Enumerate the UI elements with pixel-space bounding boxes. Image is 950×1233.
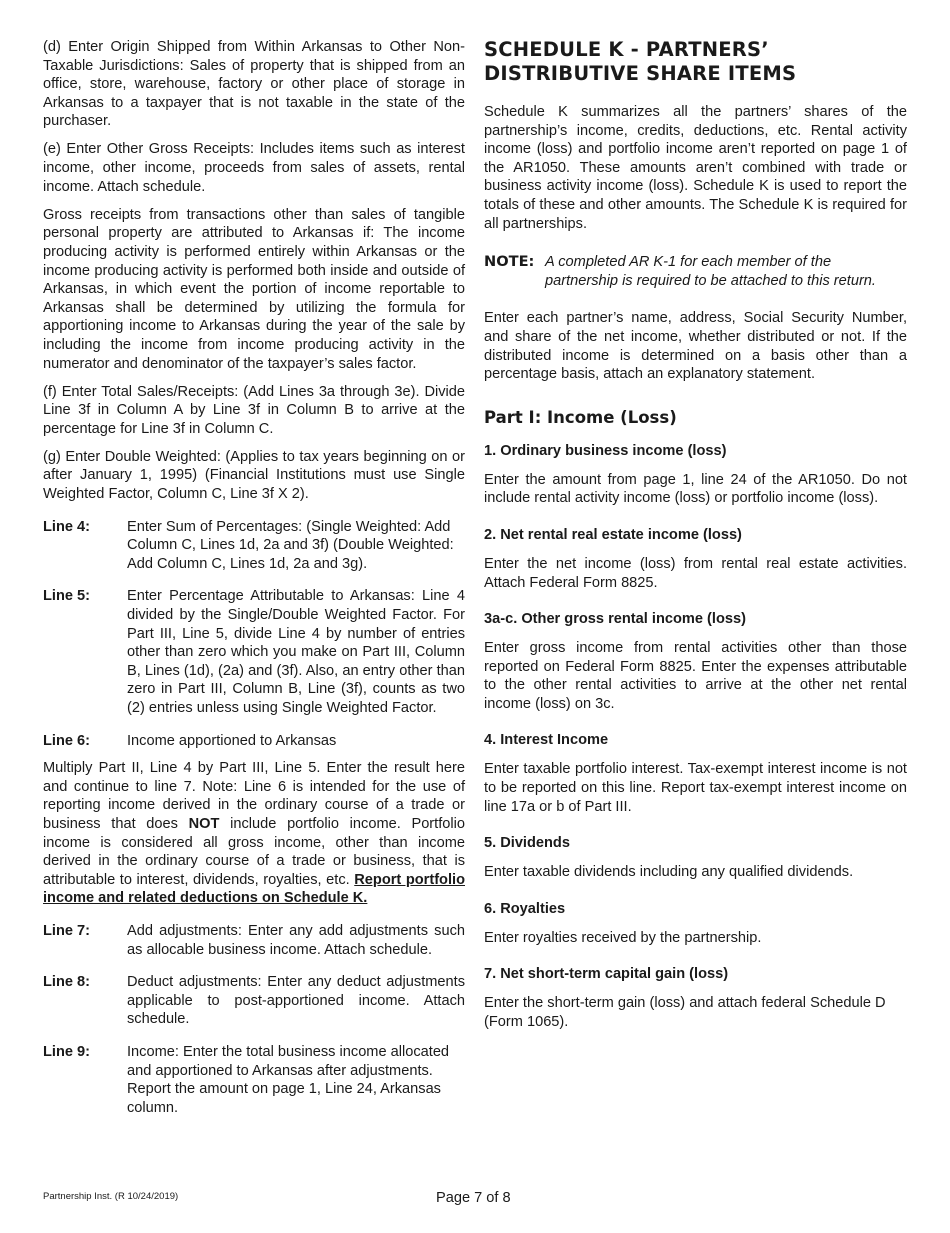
section-1 (484, 443, 907, 508)
section-heading: 3a-c. Other gross rental income (loss) (484, 611, 746, 628)
line-6-label: Line 6: (43, 732, 91, 749)
line-9-label: Line 9: (43, 1043, 91, 1060)
note-text: A completed AR K-1 for each member of the partnership is required to be attached to this return. (545, 254, 876, 289)
line-4 (43, 518, 465, 574)
paragraph-d: (d) Enter Origin Shipped from Within Arkansas to Other Non-Taxable Jurisdictions: Sales of property that is shipped from an office, store, warehouse, factory or other place of storage in Arkansas to a taxpayer that is not taxable in the state of the purchaser. (43, 39, 465, 130)
line-7-text: Add adjustments: Enter any add adjustments such as allocable business income. Attach schedule. (127, 922, 465, 958)
paragraph-e: (e) Enter Other Gross Receipts: Includes items such as interest income, other income, proceeds from sales of assets, rental income. Attach schedule. (43, 141, 465, 195)
section-text: Enter the short-term gain (loss) and attach federal Schedule D (Form 1065). (484, 995, 886, 1031)
section-heading: 5. Dividends (484, 835, 570, 852)
multiply-text-2: include portfolio income. Portfolio income is considered all gross income, other than income derived in the ordinary course of a trade or business, that is attributable to interest, dividends, royalties, etc. (43, 815, 465, 888)
section-heading: 1. Ordinary business income (loss) (484, 442, 727, 459)
section-heading: 7. Net short-term capital gain (loss) (484, 966, 729, 983)
line-9 (43, 1043, 465, 1117)
multiply-text-1: Multiply Part II, Line 4 by Part III, Line 5. Enter the result here and continue to line 7. Note: Line 6 is intended for the use of reporting income derived in the ordinary course of a trade or business that does (43, 760, 465, 832)
section-text: Enter the amount from page 1, line 24 of the AR1050. Do not include rental activity income (loss) or portfolio income (loss). (484, 471, 907, 507)
line-4-text: Enter Sum of Percentages: (Single Weighted: Add Column C, Lines 1d, 2a and 3f) (Double Weighted: Add Column C, Lines 1d, 2a and 3g). (127, 518, 454, 572)
line-5 (43, 587, 465, 717)
line-5-text: Enter Percentage Attributable to Arkansas: Line 4 divided by the Single/Double Weighted Factor. For Part III, Line 5, divide Line 4 by number of entries other than zero which you make on Part III, Column B, Lines (1d), (2a) and (3f). Also, an entry other than zero in Part III, Column B, Line (3f), counts as two (2) entries unless using Single Weighted Factor. (127, 588, 465, 716)
section-5 (484, 835, 907, 882)
paragraph-g: (g) Enter Double Weighted: (Applies to tax years beginning on or after January 1, 1995) (Financial Institutions must use Single Weighted Factor, Column C, Line 3f X 2). (43, 448, 465, 503)
line-4-label: Line 4: (43, 518, 91, 535)
multiply-underlined-note: Report portfolio income and related deductions on Schedule K. (43, 871, 465, 907)
section-text: Enter taxable portfolio interest. Tax-exempt interest income is not to be reported on this line. Report tax-exempt interest income on line 17a or b of Part III. (484, 761, 907, 815)
line-8-text: Deduct adjustments: Enter any deduct adjustments applicable to post-apportioned income. Attach schedule. (127, 974, 465, 1028)
multiply-not-emphasis: NOT (188, 815, 220, 832)
paragraph-gross-receipts: Gross receipts from transactions other than sales of tangible personal property are attributed to Arkansas if: The income producing activity is performed entirely within Arkansas or the income producing activity is performed both inside and outside of Arkansas, in which event the portion of income reportable to Arkansas shall be determined by utilizing the formula for apportioning income to Arkansas during the year of the sale by including the income from income producing activity in the numerator and denominator of the taxpayer’s sales factor. (43, 206, 465, 372)
section-heading: 2. Net rental real estate income (loss) (484, 526, 742, 543)
paragraph-multiply (43, 759, 465, 908)
line-7-label: Line 7: (43, 922, 91, 939)
line-6 (43, 732, 465, 751)
footer-page-number: Page 7 of 8 (436, 1190, 511, 1206)
line-6-text: Income apportioned to Arkansas (127, 732, 337, 749)
section-heading: 4. Interest Income (484, 732, 609, 749)
section-text: Enter taxable dividends including any qualified dividends. (484, 864, 854, 881)
section-6 (484, 901, 907, 948)
paragraph-f: (f) Enter Total Sales/Receipts: (Add Lines 3a through 3e). Divide Line 3f in Column A by Line 3f in Column B to arrive at the percentage for Line 3f in Column C. (43, 383, 465, 437)
note-label: NOTE: (484, 253, 535, 271)
partner-instructions: Enter each partner’s name, address, Social Security Number, and share of the net income, whether distributed or not. If the distributed income is determined on a basis other than a percentage basis, attach an explanatory statement. (484, 310, 907, 383)
line-9-text: Income: Enter the total business income allocated and apportioned to Arkansas after adjustments. Report the amount on page 1, Line 24, Arkansas column. (127, 1043, 450, 1116)
footer-form-id: Partnership Inst. (R 10/24/2019) (43, 1191, 179, 1202)
line-8-label: Line 8: (43, 974, 91, 991)
section-heading: 6. Royalties (484, 900, 566, 917)
left-column (43, 38, 465, 1131)
section-3 (484, 611, 907, 713)
part-1-title: Part I: Income (Loss) (484, 407, 677, 427)
right-column (484, 38, 907, 1032)
line-5-label: Line 5: (43, 588, 91, 605)
note-box (484, 253, 907, 290)
schedule-k-intro: Schedule K summarizes all the partners’ shares of the partnership’s income, credits, deductions, etc. Rental activity income (loss) and portfolio income aren’t reported on page 1 of the AR1050. These amounts aren’t combined with trade or business activity income (loss). Schedule K is used to report the totals of these and other amounts. The Schedule K is required for all partnerships. (484, 104, 907, 232)
section-text: Enter gross income from rental activities other than those reported on Federal Form 8825. Enter the expenses attributable to the other rental activities to arrive at the other net rental income (loss) on 3c. (484, 640, 907, 712)
section-7 (484, 966, 907, 1031)
line-8 (43, 973, 465, 1029)
section-text: Enter the net income (loss) from rental real estate activities. Attach Federal Form 8825. (484, 555, 907, 591)
line-7 (43, 922, 465, 959)
section-2 (484, 527, 907, 592)
schedule-k-title: SCHEDULE K - PARTNERS’ DISTRIBUTIVE SHARE ITEMS (484, 38, 797, 85)
section-text: Enter royalties received by the partnership. (484, 929, 762, 946)
section-4 (484, 732, 907, 816)
